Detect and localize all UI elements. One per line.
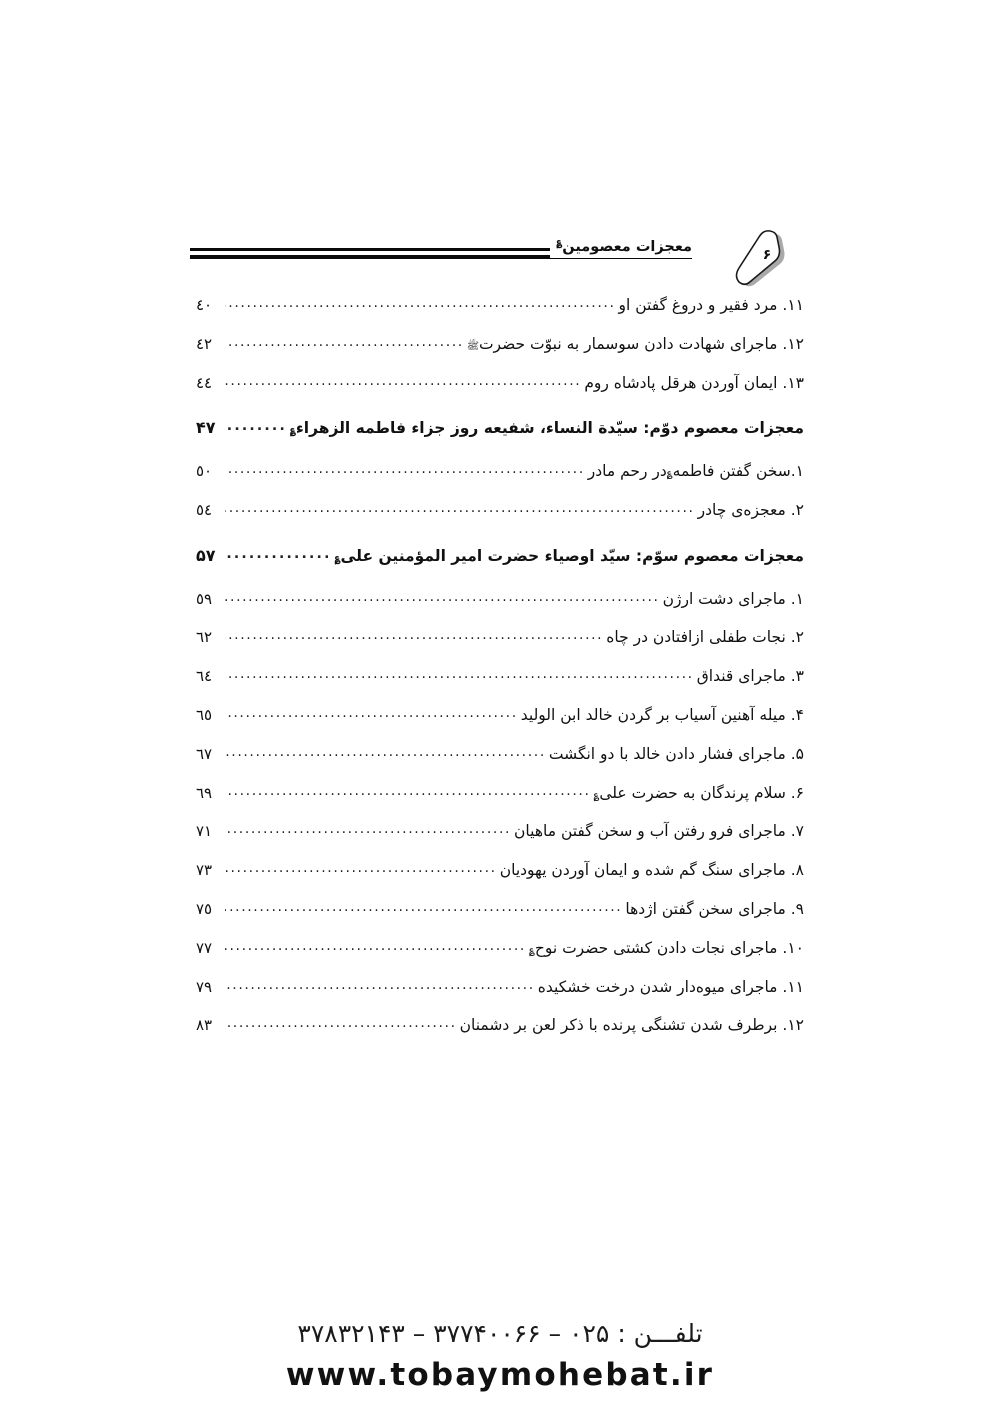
toc-dot-leader [225,705,518,722]
page-number-tag [730,228,806,290]
toc-entry-row[interactable] [196,978,804,997]
toc-dot-leader [225,744,546,761]
toc-page-number: ٥٠ [196,462,213,481]
toc-entry-row[interactable] [196,501,804,520]
honorific-icon: ؏ [556,237,563,248]
toc-dot-leader [225,666,694,683]
toc-dot-leader [225,334,464,351]
toc-dot-leader [225,783,591,800]
toc-dot-leader [225,977,535,994]
toc-page-number: ٧٣ [196,861,213,880]
running-header [190,228,810,290]
footer-phone-line [0,1318,1000,1351]
toc-dot-leader [225,627,603,644]
toc-entry-row[interactable] [196,1016,804,1035]
toc-page-number: ٤٠ [196,296,213,314]
toc-dot-leader [225,860,497,877]
toc-page-number: ٤٢ [196,334,213,353]
footer-phone-label: تلفـــن : [617,1319,703,1348]
honorific-icon: ؏ [528,944,535,956]
toc-page-number: ٧٧ [196,938,213,957]
toc-section-row[interactable] [196,546,804,566]
toc-entry-title: ۹. ماجرای سخن گفتن اژدها [625,899,804,918]
toc-page-number: ٧٩ [196,977,213,996]
toc-section-title: معجزات معصوم سوّم: سیّد اوصیاء حضرت امیر المؤمنین علی [340,546,804,565]
toc-dot-leader [225,589,660,606]
toc-page-number: ٦٩ [196,783,213,802]
toc-dot-leader [225,461,585,478]
toc-entry-title: ۶. سلام پرندگان به حضرت علی [599,783,804,802]
toc-section-row[interactable] [196,418,804,438]
toc-entry-title: ۱۱. مرد فقیر و دروغ گفتن او [618,296,804,314]
honorific-icon: ؏ [289,425,296,437]
toc-entry-title: ۲. نجات طفلی ازافتادن در چاه [606,628,804,647]
toc-entry-title: ۵. ماجرای فشار دادن خالد با دو انگشت [548,744,804,763]
toc-entry-row[interactable] [196,374,804,393]
toc-entry-title-tail: در رحم مادر [587,462,667,481]
toc-page-number: ٧١ [196,822,213,841]
book-title-text: معجزات معصومین [562,238,692,255]
toc-page-number: ۴۷ [196,418,216,438]
toc-entry-row[interactable] [196,706,804,725]
toc-entry-row[interactable] [196,590,804,609]
toc-page-number: ٤٤ [196,373,213,392]
toc-entry-title: ۱۲. ماجرای شهادت دادن سوسمار به نبوّت حضرت [478,334,804,353]
table-of-contents [196,296,804,1055]
toc-entry-title: ۲. معجزه‌ی چادر [697,500,804,519]
honorific-icon: ﷺ [466,340,479,352]
toc-entry-title: ۸. ماجرای سنگ گم شده و ایمان آوردن یهودیان [499,861,804,880]
toc-entry-row[interactable] [196,667,804,686]
toc-page-number: ٦٥ [196,705,213,724]
page-number: ۶ [762,247,772,263]
toc-entry-row[interactable] [196,745,804,764]
honorific-icon: ؏ [593,789,600,801]
toc-page-number: ٧٥ [196,899,213,918]
toc-entry-row[interactable] [196,335,804,354]
toc-page-number: ٦٤ [196,667,213,686]
toc-entry-title: ۱.سخن گفتن فاطمه [672,462,804,481]
toc-entry-row[interactable] [196,900,804,919]
toc-section-title: معجزات معصوم دوّم: سیّدة النساء، شفیعه روز جزاء فاطمه الزهراء [295,419,804,438]
toc-page-number: ٦٢ [196,628,213,647]
footer-phone-numbers: ۰۲۵ – ۳۷۷۴۰۰۶۶ – ۳۷۸۳۲۱۴۳ [297,1319,610,1348]
toc-dot-leader [225,899,622,916]
toc-dot-leader [225,373,581,390]
toc-entry-row[interactable] [196,784,804,803]
toc-entry-title: ۴. میله آهنین آسیاب بر گردن خالد ابن الولید [520,705,804,724]
toc-page-number: ٥٩ [196,589,213,608]
toc-page-number: ۵۷ [196,545,216,565]
honorific-icon: ؏ [334,552,341,564]
toc-page-number: ٥٤ [196,500,213,519]
toc-entry-title: ۱. ماجرای دشت ارژن [662,589,804,608]
toc-page-number: ٦٧ [196,744,213,763]
toc-entry-row[interactable] [196,822,804,841]
toc-entry-title: ۳. ماجرای قنداق [696,667,804,686]
toc-dot-leader [225,546,332,563]
toc-dot-leader [225,821,511,838]
toc-entry-title: ۱۲. برطرف شدن تشنگی پرنده با ذکر لعن بر دشمنان [459,1016,804,1035]
toc-page-number: ٨٣ [196,1016,213,1035]
toc-dot-leader [225,295,616,312]
toc-entry-row[interactable] [196,296,804,315]
toc-dot-leader [225,418,287,435]
toc-entry-row[interactable] [196,939,804,958]
toc-entry-title: ۱۱. ماجرای میوه‌دار شدن درخت خشکیده [537,977,804,996]
toc-entry-row[interactable] [196,628,804,647]
toc-entry-row[interactable] [196,861,804,880]
honorific-icon: ؏ [666,468,673,480]
toc-entry-title: ۱۳. ایمان آوردن هرقل پادشاه روم [584,373,804,392]
footer-website[interactable]: www.tobaymohebat.ir [285,1356,715,1393]
toc-entry-row[interactable] [196,462,804,481]
book-title [550,236,698,258]
toc-entry-title: ۷. ماجرای فرو رفتن آب و سخن گفتن ماهیان [514,822,804,841]
toc-dot-leader [225,1015,457,1032]
toc-dot-leader [225,500,695,517]
page-footer [0,1318,1000,1393]
toc-dot-leader [225,938,526,955]
toc-entry-title: ۱۰. ماجرای نجات دادن کشتی حضرت نوح [534,938,804,957]
